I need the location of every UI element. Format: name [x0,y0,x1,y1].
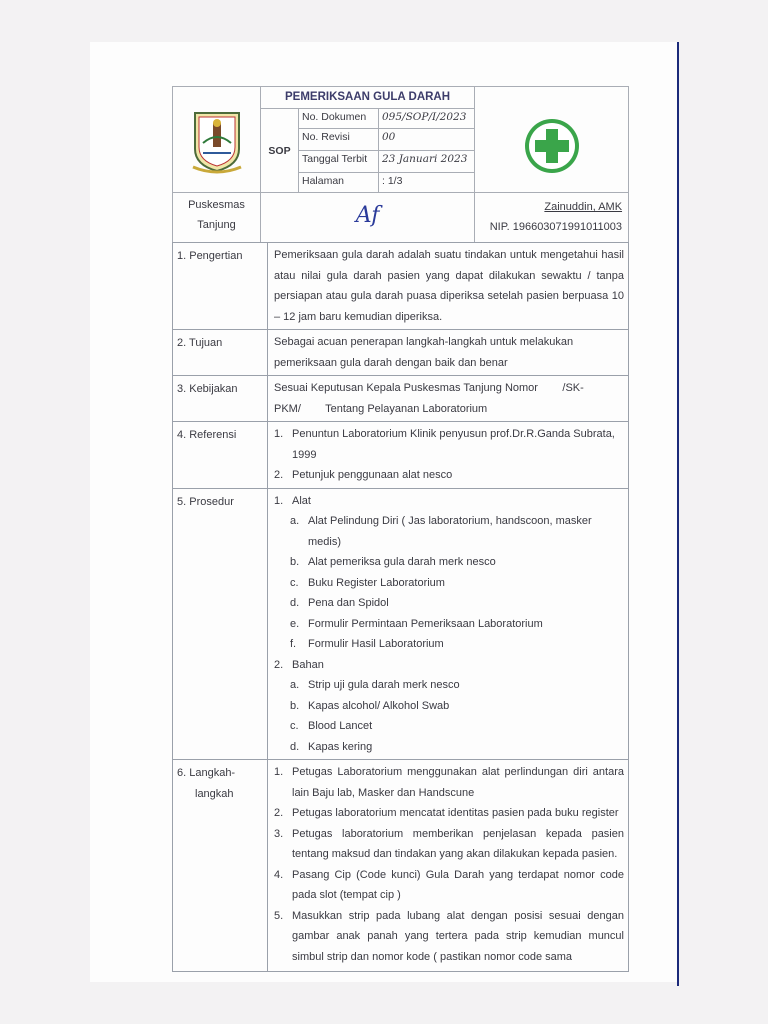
list-item [274,465,624,486]
item-text: Petunjuk penggunaan alat nesco [292,469,453,481]
group-title: Bahan [292,658,324,671]
item-number: 4. [274,868,284,881]
text-kebijakan [268,376,629,422]
item-number: b. [290,556,300,568]
item-number: 1. [274,766,284,778]
item-number: 1. [274,428,284,440]
item-number: 1. [274,494,284,507]
meta-label-halaman: Halaman [299,173,379,193]
item-text: Alat Pelindung Diri ( Jas laboratorium, handscoon, masker medis) [308,515,592,548]
meta-label-dokumen: No. Dokumen [299,109,379,129]
text-tujuan: Sebagai acuan penerapan langkah-langkah untuk melakukan pemeriksaan gula darah dengan baik dan benar [268,330,629,376]
list-item [274,865,624,906]
list-prosedur [268,488,629,760]
item-text: Petugas Laboratorium menggunakan alat perlindungan diri antara lain Baju lab, Masker dan Handscune [292,766,624,799]
label-prosedur: 5. Prosedur [173,488,268,760]
meta-label-tanggal: Tanggal Terbit [299,151,379,173]
group-title: Alat [292,494,311,507]
group-heading [274,491,624,512]
list-item [274,803,624,824]
list-item [274,906,624,968]
list-item [290,696,624,717]
item-text: Strip uji gula darah merk nesco [308,679,460,691]
item-text: Alat pemeriksa gula darah merk nesco [308,556,496,568]
sop-label: SOP [261,109,299,193]
item-text: Kapas alcohol/ Alkohol Swab [308,699,450,712]
item-number: c. [290,576,299,589]
list-item [290,573,624,594]
list-referensi [268,422,629,489]
list-item [290,593,624,614]
item-number: 3. [274,827,284,840]
logo-cell [173,87,261,193]
item-number: 2. [274,658,284,671]
health-logo-cell [475,87,629,193]
item-number: c. [290,720,299,732]
item-number: 2. [274,469,284,481]
item-number: a. [290,679,300,691]
item-number: 2. [274,807,284,819]
meta-value-revisi: 00 [379,129,475,151]
item-text: Petugas laboratorium memberikan penjelasan kepada pasien tentang maksud dan tindakan yang akan dilakukan kepada pasien. [292,827,624,860]
scan-edge-line [677,42,679,986]
sop-document [172,86,628,972]
list-item [290,716,624,737]
item-text: Formulir Permintaan Pemeriksaan Laboratorium [308,617,543,630]
item-number: d. [290,597,300,609]
green-cross-icon [523,117,581,175]
label-pengertian: 1. Pengertian [173,243,268,330]
signer-name: Zainuddin, AMK [544,201,623,213]
item-number: b. [290,699,300,712]
label-referensi: 4. Referensi [173,422,268,489]
item-text: Kapas kering [308,740,373,753]
sop-header [172,86,629,243]
item-text: Masukkan strip pada lubang alat dengan posisi sesuai dengan gambar anak panah yang tertera pada strip kemudian muncul simbul strip dan nomor kode ( pastikan nomor code sama [292,909,624,963]
list-item [290,511,624,552]
item-text: Formulir Hasil Laboratorium [308,638,444,650]
label-kebijakan: 3. Kebijakan [173,376,268,422]
item-text: Blood Lancet [308,720,373,732]
label-langkah-line-1: 6. Langkah- [177,767,236,779]
item-number: f. [290,638,297,650]
signer-nip: NIP. 196603071991011003 [489,221,623,233]
document-title: PEMERIKSAAN GULA DARAH [261,87,475,109]
list-item [290,552,624,573]
list-item [290,634,624,655]
item-number: a. [290,515,300,527]
institution-name [173,193,261,243]
text-pengertian: Pemeriksaan gula darah adalah suatu tindakan untuk mengetahui hasil atau nilai gula darah pasien yang dapat dilakukan sewaktu / tanpa persiapan atau gula darah puasa diperiksa setelah pasien berpuasa 10 – 12 jam baru kemudian diperiksa. [268,243,629,330]
group-heading [274,655,624,676]
list-langkah [268,760,629,972]
sop-body [172,242,629,972]
meta-value-tanggal: 23 Januari 2023 [379,151,475,173]
item-text: Penuntun Laboratorium Klinik penyusun prof.Dr.R.Ganda Subrata, 1999 [292,428,615,461]
label-langkah-line-2: langkah [195,787,234,800]
list-item [290,614,624,635]
kebijakan-line-2: PKM/ Tentang Pelayanan Laboratorium [274,402,488,415]
signature-cell [261,193,475,243]
meta-value-dokumen: 095/SOP/I/2023 [379,109,475,129]
list-item [290,675,624,696]
item-number: e. [290,617,300,630]
label-langkah [173,760,268,972]
item-text: Buku Register Laboratorium [308,576,445,589]
institution-line-1: Puskesmas [188,199,245,211]
list-item [274,824,624,865]
item-text: Pasang Cip (Code kunci) Gula Darah yang terdapat nomor code pada slot (tempat cip ) [292,868,624,901]
meta-value-halaman: : 1/3 [379,173,475,193]
list-item [274,424,624,465]
item-number: d. [290,740,300,753]
signer-cell [475,193,629,243]
signature: Af [355,202,380,228]
kebijakan-line-1: Sesuai Keputusan Kepala Puskesmas Tanjung Nomor /SK- [274,382,584,394]
list-item [290,737,624,758]
institution-line-2: Tanjung [197,219,236,231]
regional-emblem-icon [189,109,245,175]
label-tujuan: 2. Tujuan [173,330,268,376]
item-text: Pena dan Spidol [308,597,389,609]
meta-label-revisi: No. Revisi [299,129,379,151]
item-text: Petugas laboratorium mencatat identitas pasien pada buku register [292,807,619,819]
item-number: 5. [274,909,284,922]
list-item [274,762,624,803]
